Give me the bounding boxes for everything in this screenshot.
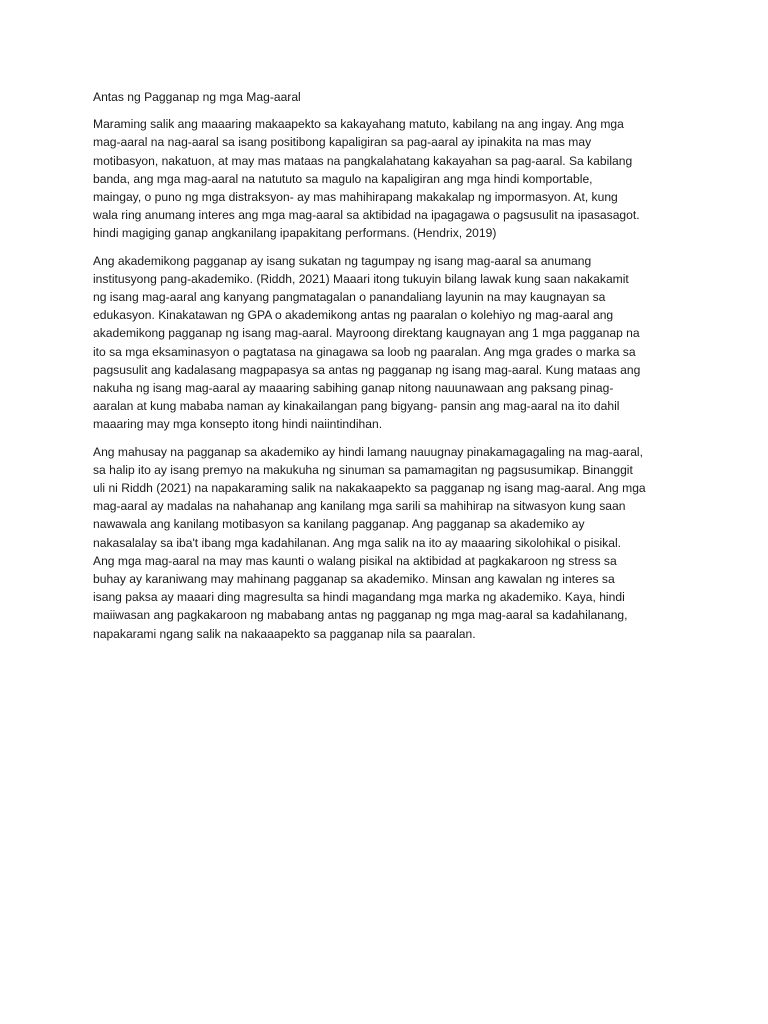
document-title: Antas ng Pagganap ng mga Mag-aaral — [93, 90, 301, 104]
paragraph-line: sa halip ito ay isang premyo na makukuha ng sinuman sa pamamagitan ng pagsusumikap. Binanggit — [93, 462, 633, 477]
paragraph-line: mag-aaral ay madalas na nahahanap ang kanilang mga sarili sa mahihirap na sitwasyon kung saan — [93, 499, 626, 514]
paragraph — [93, 252, 681, 434]
paragraph-line: motibasyon, nakatuon, at may mas mataas na pangkalahatang kakayahan sa pag-aaral. Sa kabilang — [93, 153, 633, 168]
paragraph-line: akademikong pagganap ng isang mag-aaral. Mayroong direktang kaugnayan ang 1 mga pagganap na — [93, 326, 640, 341]
paragraph — [93, 443, 681, 643]
paragraph-line: maiiwasan ang pagkakaroon ng mababang antas ng pagganap ng mga mag-aaral sa kadahilanang, — [93, 608, 628, 623]
paragraph-line: Maraming salik ang maaaring makaapekto sa kakayahang matuto, kabilang na ang ingay. Ang mga — [93, 117, 624, 132]
paragraph-line: institusyong pang-akademiko. (Riddh, 2021) Maaari itong tukuyin bilang lawak kung saan nakakamit — [93, 271, 629, 286]
paragraph-line: nakasalalay sa iba't ibang mga kadahilanan. Ang mga salik na ito ay maaaring sikolohikal o pisikal. — [93, 535, 622, 550]
paragraph-line: Ang mahusay na pagganap sa akademiko ay hindi lamang nauugnay pinakamagagaling na mag-aaral, — [93, 444, 643, 459]
paragraph-line: wala ring anumang interes ang mga mag-aaral sa aktibidad na ipagagawa o pagsusulit na ipasasagot. — [93, 208, 640, 223]
paragraph-line: maingay, o puno ng mga distraksyon- ay mas mahihirapang makakalap ng impormasyon. At, kung — [93, 190, 618, 205]
paragraph-line: nakuha ng isang mag-aaral ay maaaring sabihing ganap nitong nauunawaan ang paksang pinag- — [93, 381, 614, 396]
paragraph-line: mag-aaral na nag-aaral sa isang positibong kapaligiran sa pag-aaral ay ipinakita na mas may — [93, 135, 592, 150]
paragraph-line: napakarami ngang salik na nakaaapekto sa pagganap nila sa paaralan. — [93, 626, 476, 641]
paragraph-line: buhay ay karaniwang may mahinang pagganap sa akademiko. Minsan ang kawalan ng interes sa — [93, 572, 615, 587]
paragraph-line: Ang mga mag-aaral na may mas kaunti o walang pisikal na aktibidad at pagkakaroon ng stress sa — [93, 553, 617, 568]
paragraph-line: Ang akademikong pagganap ay isang sukatan ng tagumpay ng isang mag-aaral sa anumang — [93, 253, 592, 268]
paragraph-line: nawawala ang kanilang motibasyon sa kanilang pagganap. Ang pagganap sa akademiko ay — [93, 517, 585, 532]
paragraph-line: maaaring may mga konsepto itong hindi naiintindihan. — [93, 417, 383, 432]
paragraph-line: uli ni Riddh (2021) na napakaraming salik na nakakaapekto sa pagganap ng isang mag-aaral. Ang mga — [93, 481, 646, 496]
paragraph-line: aaralan at kung mababa naman ay kinakailangan pang bigyang- pansin ang mag-aaral na ito dahil — [93, 399, 620, 414]
paragraph-line: edukasyon. Kinakatawan ng GPA o akademikong antas ng paaralan o kolehiyo ng mag-aaral ang — [93, 308, 614, 323]
paragraph-list — [93, 115, 681, 643]
paragraph-line: ito sa mga eksaminasyon o pagtatasa na ginagawa sa loob ng paaralan. Ang mga grades o marka sa — [93, 344, 636, 359]
paragraph-line: isang paksa ay maaari ding magresulta sa hindi magandang mga marka ng akademiko. Kaya, hindi — [93, 590, 625, 605]
paragraph-line: banda, ang mga mag-aaral na natututo sa magulo na kapaligiran ang mga hindi komportable, — [93, 171, 593, 186]
paragraph — [93, 115, 681, 242]
paragraph-line: hindi magiging ganap angkanilang ipapakitang performans. (Hendrix, 2019) — [93, 226, 497, 241]
paragraph-line: ng isang mag-aaral ang kanyang pangmatagalan o panandaliang layunin na may kaugnayan sa — [93, 290, 606, 305]
paragraph-line: pagsusulit ang kadalasang magpapasya sa antas ng pagganap ng isang mag-aaral. Kung mataas ang — [93, 362, 641, 377]
document-body — [93, 88, 681, 652]
